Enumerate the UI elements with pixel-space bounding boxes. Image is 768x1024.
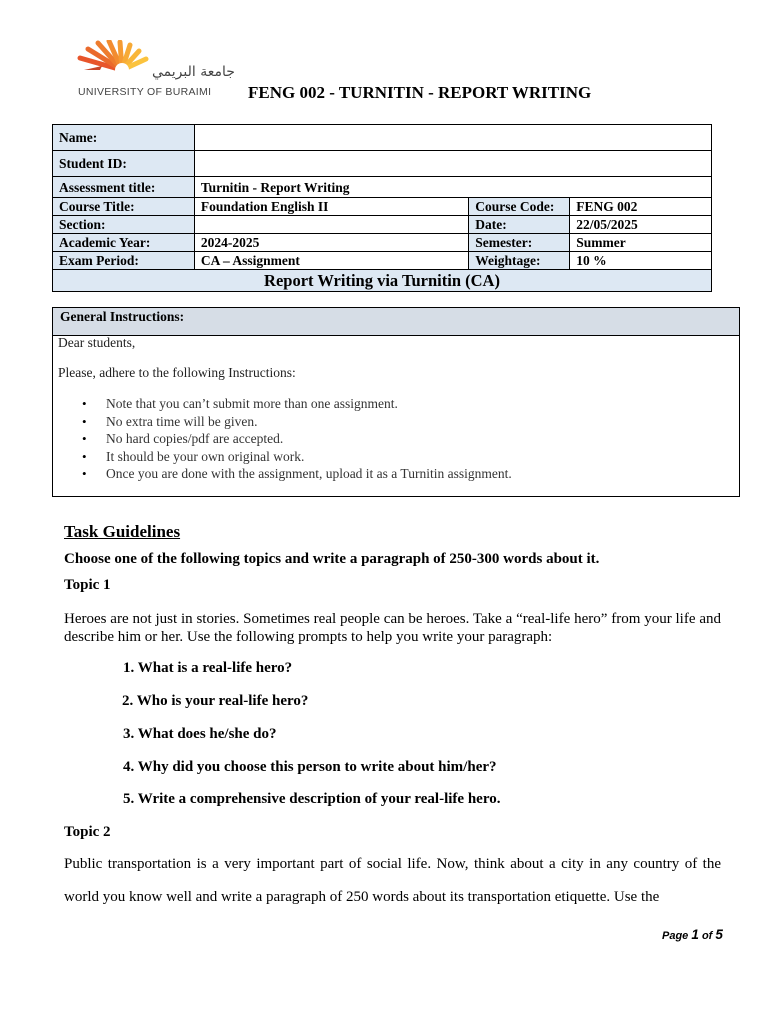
course-code-label: Course Code: bbox=[469, 198, 570, 216]
topic1-question: 1. What is a real-life hero? bbox=[123, 660, 293, 676]
exam-period-label: Exam Period: bbox=[53, 252, 195, 270]
page-word: Page bbox=[662, 930, 689, 942]
name-field[interactable] bbox=[194, 125, 711, 151]
instructions-greeting: Dear students, bbox=[58, 335, 136, 350]
table-row bbox=[53, 216, 712, 234]
logo-arabic-text: جامعة البريمي bbox=[152, 64, 235, 80]
assessment-title-value: Turnitin - Report Writing bbox=[194, 177, 711, 198]
list-item: • Once you are done with the assignment, upload it as a Turnitin assignment. bbox=[75, 465, 512, 483]
semester-label: Semester: bbox=[469, 234, 570, 252]
course-title-value: Foundation English II bbox=[194, 198, 468, 216]
document-title: FENG 002 - TURNITIN - REPORT WRITING bbox=[248, 83, 592, 102]
weightage-label: Weightage: bbox=[469, 252, 570, 270]
list-item: • No extra time will be given. bbox=[75, 413, 512, 431]
weightage-value: 10 % bbox=[570, 252, 712, 270]
topic1-question: 5. Write a comprehensive description of your real-life hero. bbox=[123, 791, 501, 807]
student-id-label: Student ID: bbox=[53, 151, 195, 177]
date-label: Date: bbox=[469, 216, 570, 234]
course-title-label: Course Title: bbox=[53, 198, 195, 216]
section-label: Section: bbox=[53, 216, 195, 234]
assessment-title-label: Assessment title: bbox=[53, 177, 195, 198]
general-instructions-box bbox=[52, 307, 740, 497]
exam-period-value: CA – Assignment bbox=[194, 252, 468, 270]
assessment-banner: Report Writing via Turnitin (CA) bbox=[53, 270, 712, 292]
date-value: 22/05/2025 bbox=[570, 216, 712, 234]
table-row bbox=[53, 234, 712, 252]
table-row bbox=[53, 125, 712, 151]
instructions-intro: Please, adhere to the following Instructions: bbox=[58, 365, 296, 380]
page-number bbox=[662, 927, 723, 942]
topic1-question: 4. Why did you choose this person to write about him/her? bbox=[123, 759, 497, 775]
list-item: • Note that you can’t submit more than one assignment. bbox=[75, 395, 512, 413]
page-current: 1 bbox=[691, 927, 699, 942]
table-row bbox=[53, 198, 712, 216]
topic1-question: 2. Who is your real-life hero? bbox=[122, 693, 309, 709]
name-label: Name: bbox=[53, 125, 195, 151]
academic-year-label: Academic Year: bbox=[53, 234, 195, 252]
task-guidelines-heading: Task Guidelines bbox=[64, 522, 181, 541]
topic1-text: Heroes are not just in stories. Sometimes real people can be heroes. Take a “real-life hero” from your life and describe him or her. Use the following prompts to help you write your paragraph: bbox=[64, 611, 721, 645]
topic2-text: Public transportation is a very important part of social life. Now, think about a city in any country of the world you know well and write a paragraph of 250 words about its transportation etiquette. Use the bbox=[64, 856, 721, 905]
instructions-heading: General Instructions: bbox=[53, 308, 739, 336]
logo-english-text: UNIVERSITY OF BURAIMI bbox=[78, 86, 212, 98]
instructions-list bbox=[75, 395, 512, 483]
topic2-label: Topic 2 bbox=[64, 824, 111, 840]
section-value bbox=[194, 216, 468, 234]
topic1-label: Topic 1 bbox=[64, 577, 111, 593]
table-row bbox=[53, 270, 712, 292]
table-row bbox=[53, 177, 712, 198]
semester-value: Summer bbox=[570, 234, 712, 252]
list-item: • It should be your own original work. bbox=[75, 448, 512, 466]
course-code-value: FENG 002 bbox=[570, 198, 712, 216]
list-item: • No hard copies/pdf are accepted. bbox=[75, 430, 512, 448]
page-total: 5 bbox=[715, 927, 723, 942]
topic1-question: 3. What does he/she do? bbox=[123, 726, 277, 742]
task-instruction: Choose one of the following topics and write a paragraph of 250-300 words about it. bbox=[64, 551, 600, 567]
assessment-info-table bbox=[52, 124, 712, 292]
table-row bbox=[53, 252, 712, 270]
academic-year-value: 2024-2025 bbox=[194, 234, 468, 252]
student-id-field[interactable] bbox=[194, 151, 711, 177]
of-word: of bbox=[701, 930, 713, 942]
table-row bbox=[53, 151, 712, 177]
